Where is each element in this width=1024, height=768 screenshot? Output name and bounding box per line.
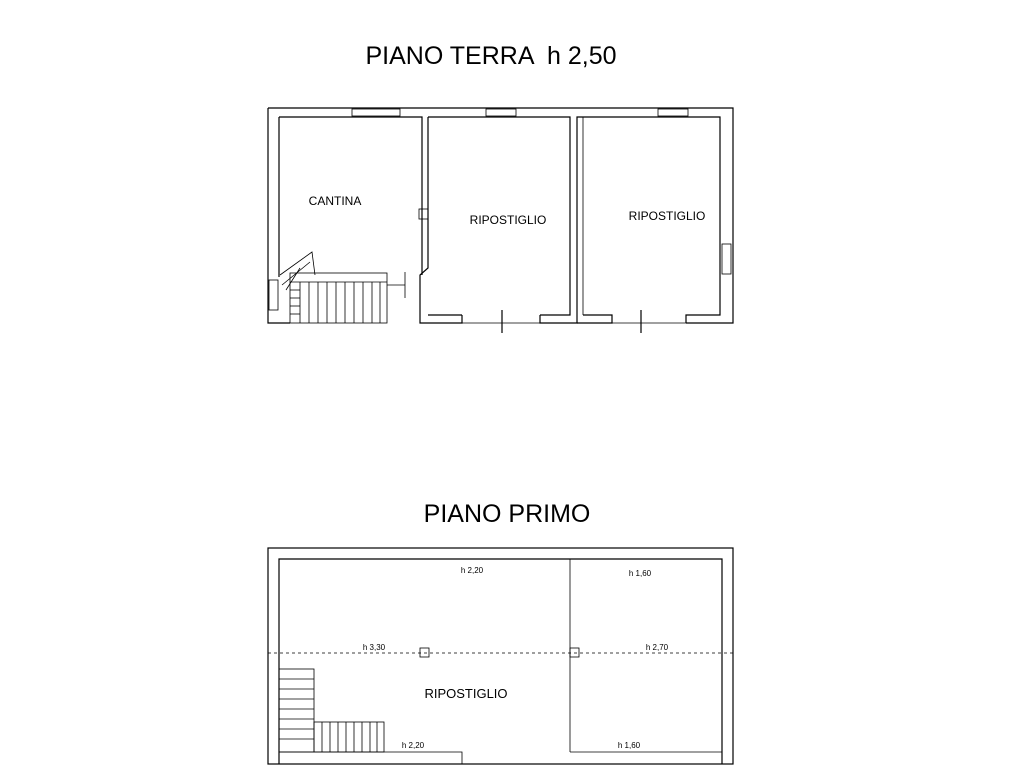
room-label-ripostiglio: RIPOSTIGLIO <box>424 686 508 701</box>
column <box>419 209 428 219</box>
height-label: h 2,20 <box>460 566 484 575</box>
height-label: h 3,30 <box>362 643 386 652</box>
ground-floor-plan <box>268 108 733 333</box>
window <box>486 109 516 116</box>
column <box>570 648 579 657</box>
height-label: h 2,20 <box>401 741 425 750</box>
window <box>722 244 731 274</box>
room-label-ripostiglio: RIPOSTIGLIO <box>628 209 706 223</box>
room-label-ripostiglio: RIPOSTIGLIO <box>469 213 547 227</box>
window <box>269 280 278 310</box>
ground-floor-title: PIANO TERRA h 2,50 <box>365 42 617 70</box>
inner-wall <box>279 559 722 764</box>
window <box>352 109 400 116</box>
window <box>658 109 688 116</box>
wall <box>279 752 462 764</box>
height-label: h 1,60 <box>617 741 641 750</box>
wall <box>420 117 462 323</box>
room-label-cantina: CANTINA <box>308 194 362 208</box>
column <box>420 648 429 657</box>
first-floor-title: PIANO PRIMO <box>423 500 591 528</box>
height-label: h 1,60 <box>628 569 652 578</box>
stairs <box>279 669 384 752</box>
first-floor-plan <box>268 548 733 764</box>
wall <box>577 315 612 323</box>
height-label: h 2,70 <box>645 643 669 652</box>
stairs <box>280 252 405 323</box>
